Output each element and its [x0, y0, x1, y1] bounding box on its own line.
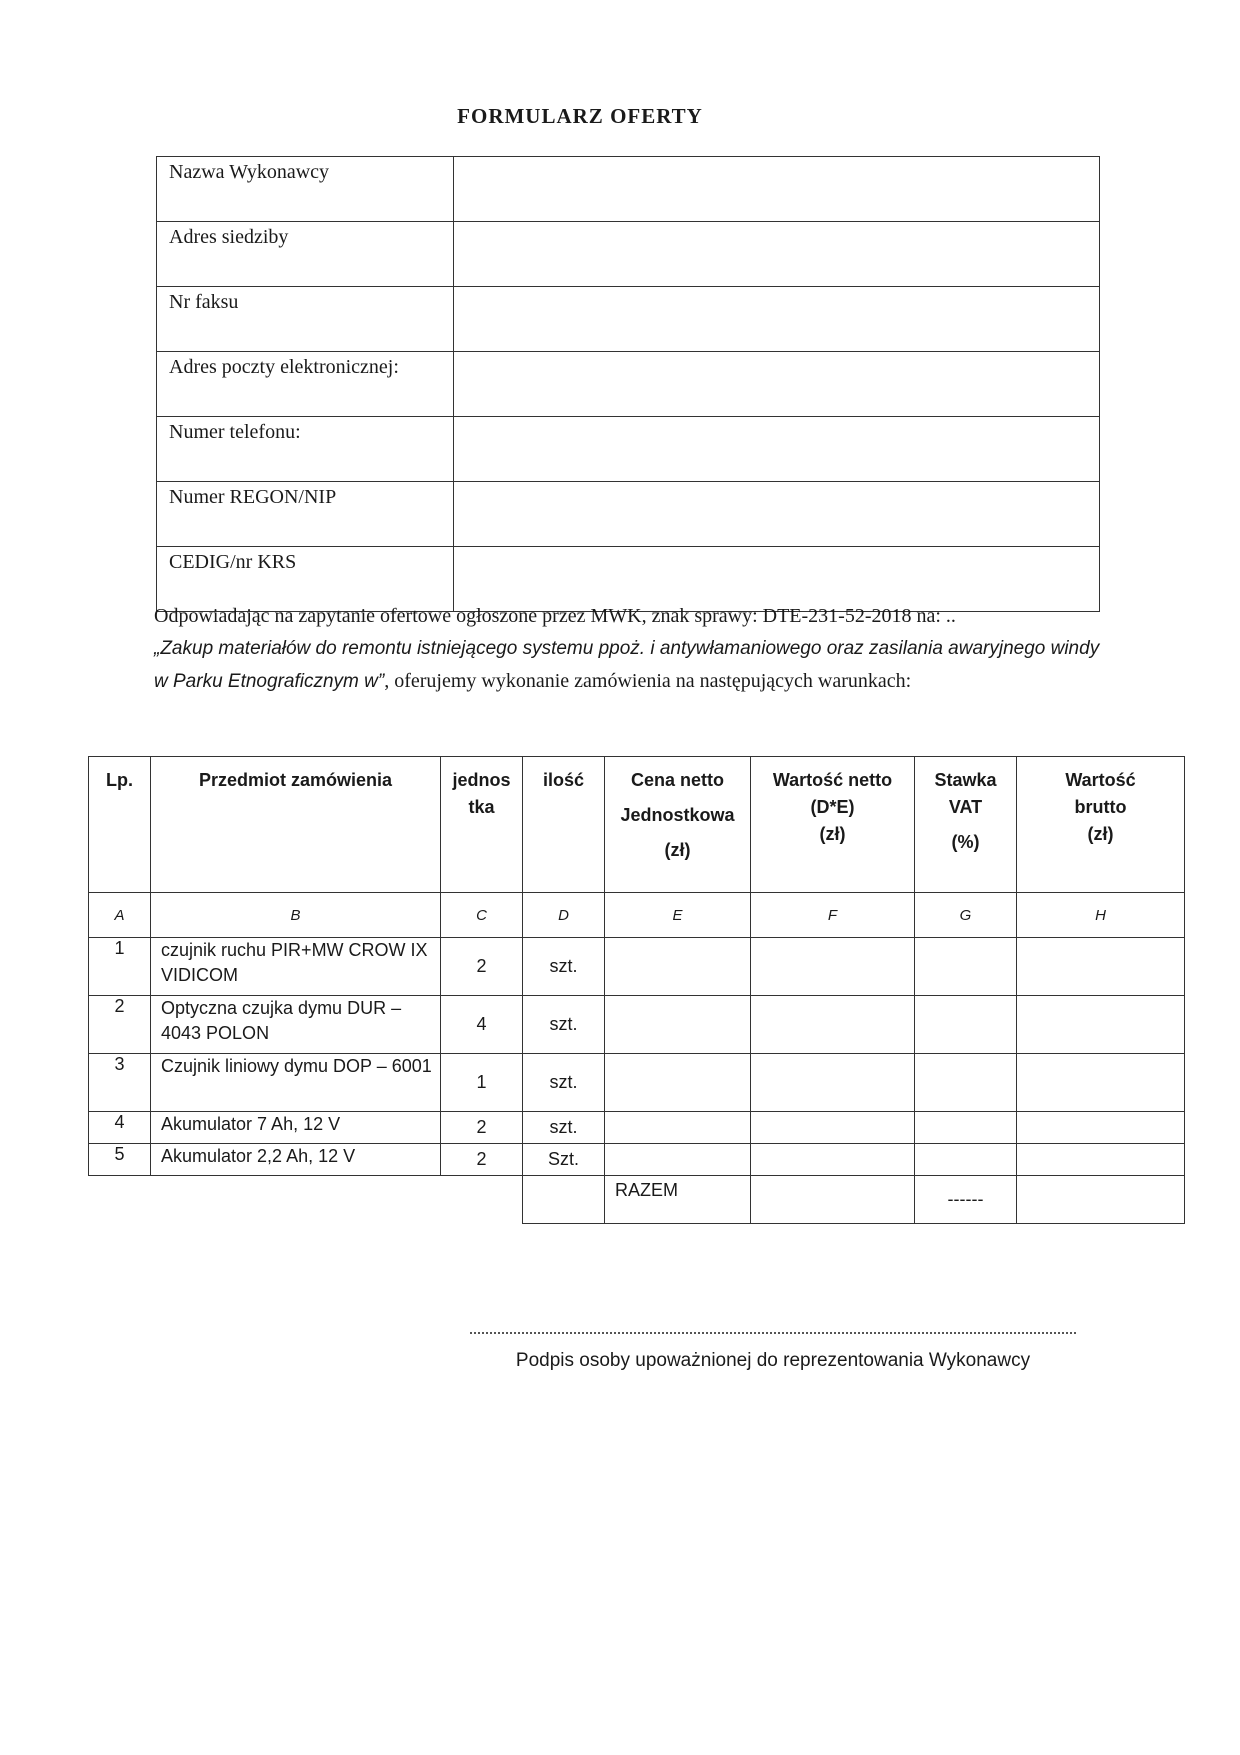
header-net-value-line1: Wartość netto [772, 770, 893, 790]
row-item: Optyczna czujka dymu DUR – 4043 POLON [151, 996, 441, 1054]
field-label: Nr faksu [157, 287, 454, 352]
vat-cell[interactable] [915, 938, 1017, 996]
table-row [89, 938, 1185, 996]
intro-text: Odpowiadając na zapytanie ofertowe ogłoszone przez MWK, znak sprawy: DTE-231-52-2018 na: .. [154, 605, 956, 627]
column-letter: E [605, 893, 751, 938]
unit-price-cell[interactable] [605, 1144, 751, 1176]
contractor-info-table [156, 156, 1100, 612]
column-letter: F [751, 893, 915, 938]
header-gross-line1: Wartość [1065, 770, 1136, 790]
phone-field[interactable] [454, 417, 1100, 482]
header-unit-price [605, 757, 751, 893]
header-gross-line2: brutto [1074, 797, 1127, 817]
contractor-row [157, 157, 1100, 222]
net-value-cell[interactable] [751, 1112, 915, 1144]
column-letter: H [1017, 893, 1185, 938]
header-vat-line3: (%) [951, 832, 980, 852]
row-unit: Szt. [523, 1144, 605, 1176]
email-field[interactable] [454, 352, 1100, 417]
field-label: Numer telefonu: [157, 417, 454, 482]
total-row [89, 1176, 1185, 1224]
row-qty: 2 [441, 1144, 523, 1176]
row-item: Czujnik liniowy dymu DOP – 6001 [151, 1054, 441, 1112]
contractor-row [157, 352, 1100, 417]
row-lp: 3 [89, 1054, 151, 1112]
gross-value-cell[interactable] [1017, 996, 1185, 1054]
net-value-cell[interactable] [751, 938, 915, 996]
header-net-value [751, 757, 915, 893]
row-item: Akumulator 2,2 Ah, 12 V [151, 1144, 441, 1176]
header-net-value-line2: (D*E) [810, 797, 855, 817]
header-gross-line3: (zł) [1087, 824, 1114, 844]
table-row [89, 1054, 1185, 1112]
unit-price-cell[interactable] [605, 938, 751, 996]
row-lp: 1 [89, 938, 151, 996]
gross-value-cell[interactable] [1017, 1112, 1185, 1144]
contractor-row [157, 222, 1100, 287]
gross-value-cell[interactable] [1017, 1054, 1185, 1112]
header-vat [915, 757, 1017, 893]
header-qty: ilość [523, 757, 605, 893]
vat-cell[interactable] [915, 1144, 1017, 1176]
gross-value-cell[interactable] [1017, 1144, 1185, 1176]
column-letter: G [915, 893, 1017, 938]
header-gross [1017, 757, 1185, 893]
row-qty: 4 [441, 996, 523, 1054]
row-unit: szt. [523, 1054, 605, 1112]
header-net-value-line3: (zł) [819, 824, 846, 844]
address-field[interactable] [454, 222, 1100, 287]
document-title: FORMULARZ OFERTY [457, 104, 703, 128]
row-unit: szt. [523, 938, 605, 996]
header-unit-price-line3: (zł) [664, 840, 691, 860]
column-letter: A [89, 893, 151, 938]
spacer-cell [89, 1176, 151, 1224]
vat-cell[interactable] [915, 996, 1017, 1054]
total-vat-placeholder: ------ [915, 1176, 1017, 1224]
row-item: czujnik ruchu PIR+MW CROW IX VIDICOM [151, 938, 441, 996]
procurement-subject: „Zakup materiałów do remontu istniejącego systemu ppoż. i antywłamaniowego oraz zasilania awaryjnego windy w Parku Etnograficznym w” [154, 638, 1100, 692]
row-item: Akumulator 7 Ah, 12 V [151, 1112, 441, 1144]
header-unit-price-line1: Cena netto [630, 770, 724, 790]
contractor-row [157, 417, 1100, 482]
row-lp: 4 [89, 1112, 151, 1144]
total-empty-cell [523, 1176, 605, 1224]
contractor-row [157, 287, 1100, 352]
column-letter: B [151, 893, 441, 938]
net-value-cell[interactable] [751, 1144, 915, 1176]
column-letters-row [89, 893, 1185, 938]
unit-price-cell[interactable] [605, 1054, 751, 1112]
header-vat-line1: Stawka [934, 770, 997, 790]
offer-table [88, 756, 1185, 1224]
spacer-cell [441, 1176, 523, 1224]
unit-price-cell[interactable] [605, 1112, 751, 1144]
field-label: Numer REGON/NIP [157, 482, 454, 547]
field-label: Nazwa Wykonawcy [157, 157, 454, 222]
row-unit: szt. [523, 996, 605, 1054]
row-qty: 2 [441, 938, 523, 996]
table-row [89, 996, 1185, 1054]
header-unit-price-line2: Jednostkowa [620, 805, 735, 825]
row-qty: 1 [441, 1054, 523, 1112]
contractor-name-field[interactable] [454, 157, 1100, 222]
total-gross-value-cell[interactable] [1017, 1176, 1185, 1224]
header-unit: jednos tka [441, 757, 523, 893]
fax-field[interactable] [454, 287, 1100, 352]
column-letter: C [441, 893, 523, 938]
intro-tail: , oferujemy wykonanie zamówienia na następujących warunkach: [384, 670, 912, 692]
contractor-row [157, 482, 1100, 547]
row-qty: 2 [441, 1112, 523, 1144]
vat-cell[interactable] [915, 1054, 1017, 1112]
net-value-cell[interactable] [751, 1054, 915, 1112]
signature-line [470, 1332, 1076, 1334]
table-row [89, 1144, 1185, 1176]
field-label: Adres siedziby [157, 222, 454, 287]
offer-header-row [89, 757, 1185, 893]
signature-label: Podpis osoby upoważnionej do reprezentowania Wykonawcy [515, 1350, 1031, 1371]
header-item: Przedmiot zamówienia [151, 757, 441, 893]
row-lp: 2 [89, 996, 151, 1054]
column-letter: D [523, 893, 605, 938]
total-net-value-cell[interactable] [751, 1176, 915, 1224]
gross-value-cell[interactable] [1017, 938, 1185, 996]
row-lp: 5 [89, 1144, 151, 1176]
field-label: CEDIG/nr KRS [157, 547, 454, 612]
header-vat-line2: VAT [948, 797, 983, 817]
intro-paragraph [154, 600, 1104, 698]
regon-nip-field[interactable] [454, 482, 1100, 547]
vat-cell[interactable] [915, 1112, 1017, 1144]
total-label: RAZEM [605, 1176, 751, 1224]
net-value-cell[interactable] [751, 996, 915, 1054]
header-lp: Lp. [89, 757, 151, 893]
unit-price-cell[interactable] [605, 996, 751, 1054]
row-unit: szt. [523, 1112, 605, 1144]
spacer-cell [151, 1176, 441, 1224]
field-label: Adres poczty elektronicznej: [157, 352, 454, 417]
table-row [89, 1112, 1185, 1144]
